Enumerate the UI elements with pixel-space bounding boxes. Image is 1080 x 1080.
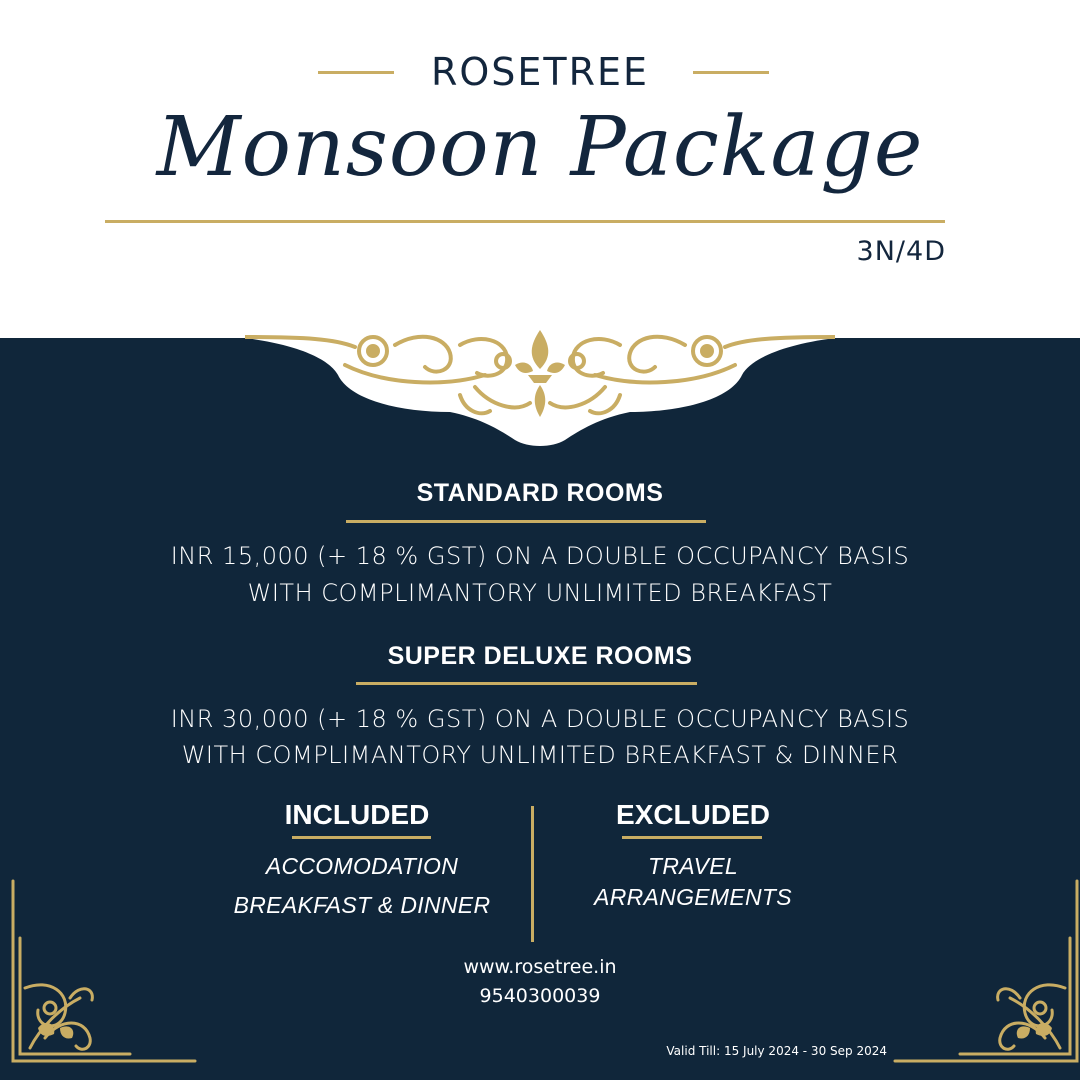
duration-label: 3N/4D <box>856 236 946 267</box>
website-link[interactable]: www.rosetree.in <box>463 956 617 978</box>
page-title: Monsoon Package <box>156 100 924 195</box>
ornament-icon <box>245 325 835 425</box>
standard-rooms-inclusion: WITH COMPLIMANTORY UNLIMITED BREAKFAST <box>247 579 833 607</box>
included-rule <box>292 836 431 839</box>
included-item: BREAKFAST & DINNER <box>233 892 491 918</box>
column-divider <box>531 806 534 942</box>
super-deluxe-rule <box>356 682 697 685</box>
corner-ornament-right-icon <box>890 878 1080 1068</box>
excluded-heading: EXCLUDED <box>615 799 770 830</box>
title-rule <box>105 220 945 223</box>
standard-rooms-heading: STANDARD ROOMS <box>416 479 664 507</box>
included-heading: INCLUDED <box>284 799 430 830</box>
super-deluxe-inclusion: WITH COMPLIMANTORY UNLIMITED BREAKFAST & DINNER <box>181 741 899 769</box>
validity-note: Valid Till: 15 July 2024 - 30 Sep 2024 <box>666 1044 887 1058</box>
excluded-rule <box>622 836 762 839</box>
included-item: ACCOMODATION <box>265 853 459 879</box>
super-deluxe-price: INR 30,000 (+ 18 % GST) ON A DOUBLE OCCUPANCY BASIS <box>170 705 910 733</box>
corner-ornament-left-icon <box>10 878 200 1068</box>
brand-name: ROSETREE <box>430 50 650 94</box>
super-deluxe-heading: SUPER DELUXE ROOMS <box>387 642 693 670</box>
excluded-item: ARRANGEMENTS <box>594 884 792 910</box>
standard-rooms-price: INR 15,000 (+ 18 % GST) ON A DOUBLE OCCUPANCY BASIS <box>170 542 910 570</box>
standard-rooms-rule <box>346 520 706 523</box>
phone-number: 9540300039 <box>479 985 601 1007</box>
excluded-item: TRAVEL <box>647 853 738 879</box>
